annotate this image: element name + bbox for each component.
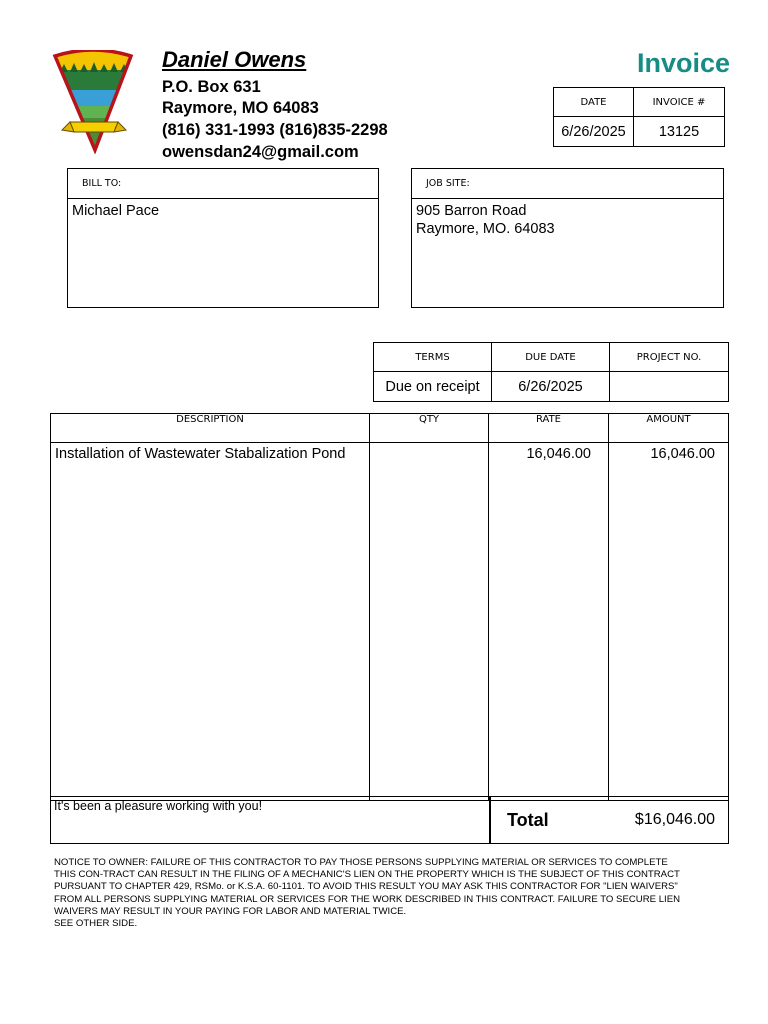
amount-header: AMOUNT [609, 414, 729, 443]
invoice-date: 6/26/2025 [554, 117, 634, 147]
table-row [51, 443, 729, 801]
company-address: P.O. Box 631 [162, 78, 261, 96]
notice-line: SEE OTHER SIDE. [54, 918, 138, 930]
terms-value: Due on receipt [374, 372, 492, 402]
total-amount: $16,046.00 [634, 811, 715, 828]
company-phone: (816) 331-1993 (816)835-2298 [162, 121, 388, 139]
qty-header: QTY [370, 414, 489, 443]
notice-line: PURSUANT TO CHAPTER 429, RSMo. or K.S.A. 60-1101. TO AVOID THIS RESULT YOU MAY ASK THIS CONTRACTOR FOR "LIEN WAIVERS" [54, 881, 678, 893]
job-site-address-line1: 905 Barron Road [416, 203, 527, 219]
terms-label: TERMS [374, 343, 492, 372]
footer-message: It's been a pleasure working with you! [54, 799, 263, 813]
item-description: Installation of Wastewater Stabalization Pond [51, 443, 370, 801]
due-date-label: DUE DATE [492, 343, 610, 372]
bill-to-label: BILL TO: [68, 169, 378, 199]
job-site-label: JOB SITE: [412, 169, 723, 199]
invoice-number-label: INVOICE # [634, 88, 725, 117]
description-header: DESCRIPTION [51, 414, 370, 443]
notice-line: FROM ALL PERSONS SUPPLYING MATERIAL OR SERVICES FOR THE WORK DESCRIBED IN THIS CONTRACT. FAILURE TO SECURE LIEN [54, 893, 681, 905]
company-city: Raymore, MO 64083 [162, 99, 319, 117]
document-title: Invoice [636, 48, 730, 78]
bill-to-box [67, 168, 379, 308]
total-label: Total [507, 810, 549, 830]
due-date-value: 6/26/2025 [492, 372, 610, 402]
project-number-value [610, 372, 729, 402]
company-name: Daniel Owens [162, 47, 307, 72]
item-qty [370, 443, 489, 801]
notice-line: THIS CON-TRACT CAN RESULT IN THE FILING OF A MECHANIC'S LIEN ON THE PROPERTY WHICH IS THE SUBJECT OF THIS CONTRACT [54, 869, 680, 881]
total-box [489, 796, 729, 844]
job-site-address-line2: Raymore, MO. 64083 [416, 221, 555, 237]
job-site-box [411, 168, 724, 308]
item-rate: 16,046.00 [489, 443, 609, 801]
invoice-number: 13125 [634, 117, 725, 147]
invoice-meta-table [553, 87, 725, 147]
company-logo [52, 50, 134, 154]
notice-line: NOTICE TO OWNER: FAILURE OF THIS CONTRACTOR TO PAY THOSE PERSONS SUPPLYING MATERIAL OR SERVICES TO COMPLETE [54, 857, 668, 868]
project-number-label: PROJECT NO. [610, 343, 729, 372]
line-items-table [50, 413, 729, 801]
lien-notice [54, 857, 719, 930]
date-label: DATE [554, 88, 634, 117]
rate-header: RATE [489, 414, 609, 443]
item-amount: 16,046.00 [609, 443, 729, 801]
company-email: owensdan24@gmail.com [162, 143, 359, 161]
notice-line: WAIVERS MAY RESULT IN YOUR PAYING FOR LABOR AND MATERIAL TWICE. [54, 905, 407, 917]
terms-table [373, 342, 729, 402]
footer-message-box [50, 796, 491, 844]
bill-to-name: Michael Pace [72, 203, 160, 219]
